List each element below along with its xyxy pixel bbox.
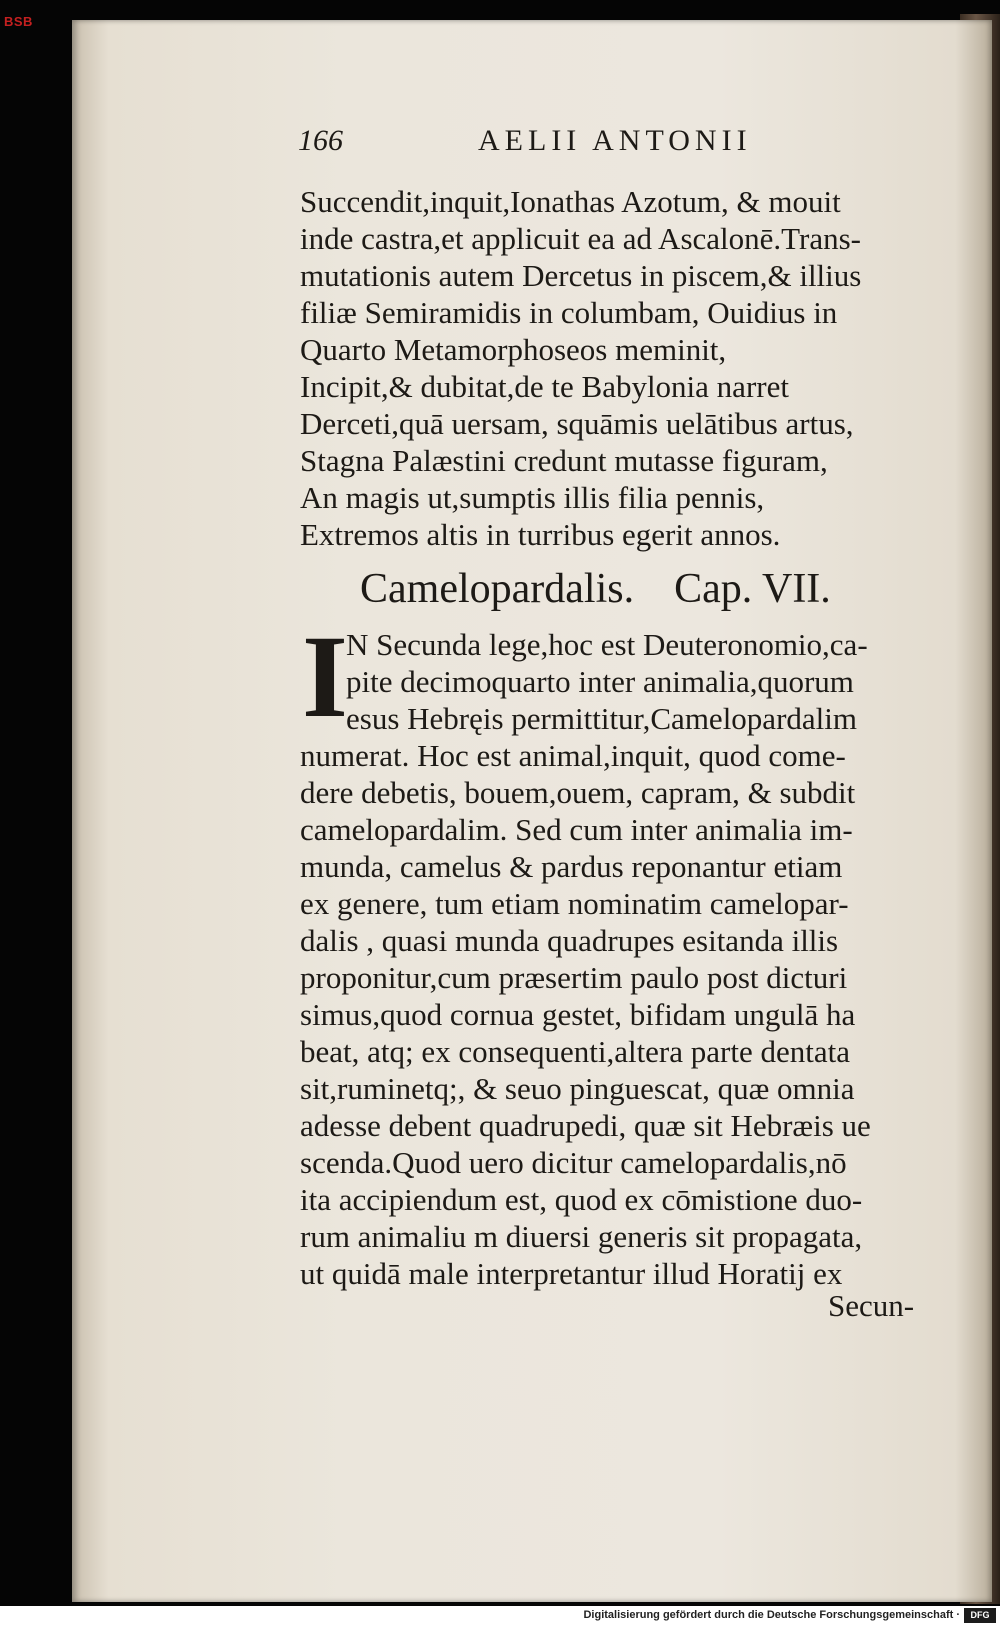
text-line: pite decimoquarto inter animalia,quorum [346, 664, 854, 699]
chapter-title: Camelopardalis. [360, 566, 635, 612]
text-line: filiæ Semiramidis in columbam, Ouidius in [300, 295, 838, 330]
text-line: dere debetis, bouem,ouem, capram, & subdit [300, 775, 856, 810]
verse-line: Extremos altis in turribus egerit annos. [300, 517, 781, 552]
text-line: ita accipiendum est, quod ex cōmistione duo- [300, 1182, 863, 1217]
text-line: rum animaliu m diuersi generis sit propagata, [300, 1219, 863, 1254]
text-line: Succendit,inquit,Ionathas Azotum, & mouit [300, 184, 841, 219]
dfg-logo: DFG [964, 1608, 996, 1623]
footer-strip [0, 1606, 1000, 1626]
library-mark: BSB [4, 14, 33, 29]
running-head [298, 120, 968, 160]
text-line: simus,quod cornua gestet, bifidam ungulā ha [300, 997, 856, 1032]
text-line: adesse debent quadrupedi, quæ sit Hebræis ue [300, 1108, 871, 1143]
page-content [72, 20, 992, 1602]
text-line: camelopardalim. Sed cum inter animalia im- [300, 812, 853, 847]
page-number: 166 [298, 124, 343, 157]
text-line: proponitur,cum præsertim paulo post dicturi [300, 960, 848, 995]
footer-credit: Digitalisierung gefördert durch die Deutsche Forschungsgemeinschaft · [583, 1609, 960, 1621]
text-line: esus Hebręis permittitur,Camelopardalim [346, 701, 857, 736]
book-page [72, 20, 992, 1602]
verse-line: Derceti,quā uersam, squāmis uelātibus artus, [300, 406, 854, 441]
verse-line: An magis ut,sumptis illis filia pennis, [300, 480, 765, 515]
text-line: N Secunda lege,hoc est Deuteronomio,ca- [346, 627, 868, 662]
text-line: ex genere, tum etiam nominatim camelopar- [300, 886, 849, 921]
text-line: mutationis autem Dercetus in piscem,& illius [300, 258, 862, 293]
chapter-heading [360, 565, 831, 613]
text-line: dalis , quasi munda quadrupes esitanda illis [300, 923, 839, 958]
text-line: sit,ruminetq;, & seuo pinguescat, quæ omnia [300, 1071, 855, 1106]
text-line: numerat. Hoc est animal,inquit, quod come- [300, 738, 846, 773]
text-line: munda, camelus & pardus reponantur etiam [300, 849, 843, 884]
drop-cap: I [302, 611, 348, 742]
text-line: inde castra,et applicuit ea ad Ascalonē.Trans- [300, 221, 861, 256]
text-line: scenda.Quod uero dicitur camelopardalis,nō [300, 1145, 847, 1180]
text-line: ut quidā male interpretantur illud Horatij ex [300, 1256, 843, 1291]
text-line: Quarto Metamorphoseos meminit, [300, 332, 727, 367]
catchword: Secun- [828, 1288, 915, 1323]
verse-line: Stagna Palæstini credunt mutasse figuram, [300, 443, 828, 478]
chapter-label: Cap. VII. [674, 566, 831, 612]
text-line: beat, atq; ex consequenti,altera parte dentata [300, 1034, 850, 1069]
verse-line: Incipit,& dubitat,de te Babylonia narret [300, 369, 789, 404]
header-title: AELII ANTONII [478, 124, 752, 157]
